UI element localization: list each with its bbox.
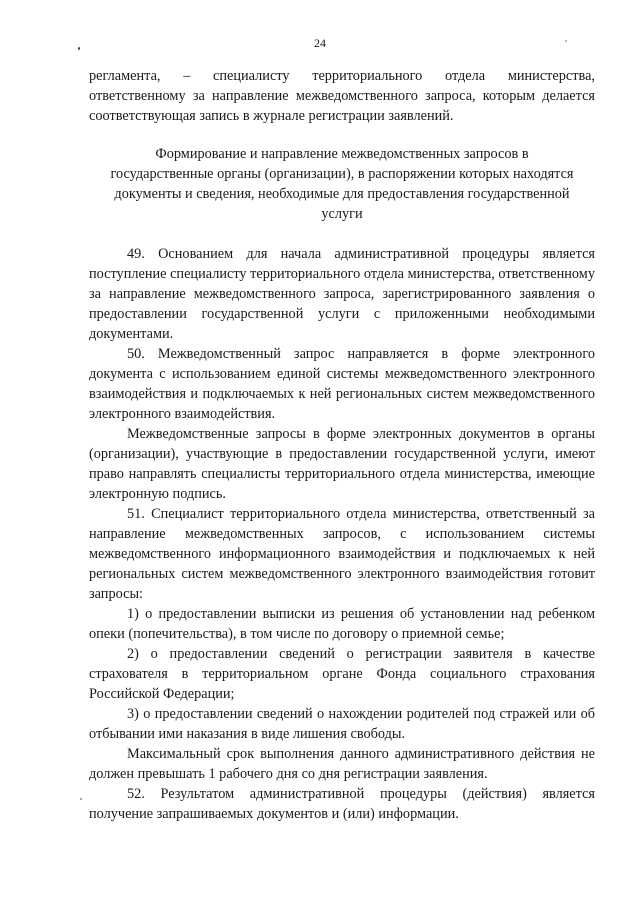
paragraph-50: 50. Межведомственный запрос направляется в форме электронного документа с использованием единой системы межведомственного электронного взаимодействия и подключаемых к ней региональных систем межведомственного электронного взаимодействия. [89, 346, 595, 422]
paragraph-52: 52. Результатом административной процедуры (действия) является получение запрашиваемых документов и (или) информации. [89, 786, 595, 822]
paragraph-max-term: Максимальный срок выполнения данного административного действия не должен превышать 1 рабочего дня со дня регистрации заявления. [89, 746, 595, 782]
page-number: 24 [314, 36, 326, 50]
section-heading: Формирование и направление межведомственных запросов в государственные органы (организации), в распоряжении которых находятся документы и сведения, необходимые для предоставления государственной услуги [110, 146, 574, 222]
list-item-1: 1) о предоставлении выписки из решения об установлении над ребенком опеки (попечительства), в том числе по договору о приемной семье; [89, 606, 595, 642]
list-item-3: 3) о предоставлении сведений о нахождении родителей под стражей или об отбывании ими наказания в виде лишения свободы. [89, 706, 595, 742]
list-item-2: 2) о предоставлении сведений о регистрации заявителя в качестве страхователя в территориальном органе Фонда социального страхования Российской Федерации; [89, 646, 595, 702]
paragraph-continuation: регламента, – специалисту территориального отдела министерства, ответственному за направление межведомственного запроса, которым делается соответствующая запись в журнале регистрации заявлений. [89, 68, 595, 124]
paragraph-50-requests: Межведомственные запросы в форме электронных документов в органы (организации), участвующие в предоставлении государственной услуги, имеют право направлять специалисты территориального отдела министерства, имеющие электронную подпись. [89, 426, 595, 502]
document-body [89, 66, 595, 824]
paragraph-49: 49. Основанием для начала административной процедуры является поступление специалисту территориального отдела министерства, ответственному за направление межведомственного запроса, зарегистрированного заявления о предоставлении государственной услуги с приложенными необходимыми документами. [89, 246, 595, 342]
scan-speck [80, 798, 82, 800]
paragraph-51: 51. Специалист территориального отдела министерства, ответственный за направление межведомственных запросов, с использованием системы межведомственного информационного взаимодействия и подключаемых к ней региональных систем межведомственного электронного взаимодействия готовит запросы: [89, 506, 595, 602]
